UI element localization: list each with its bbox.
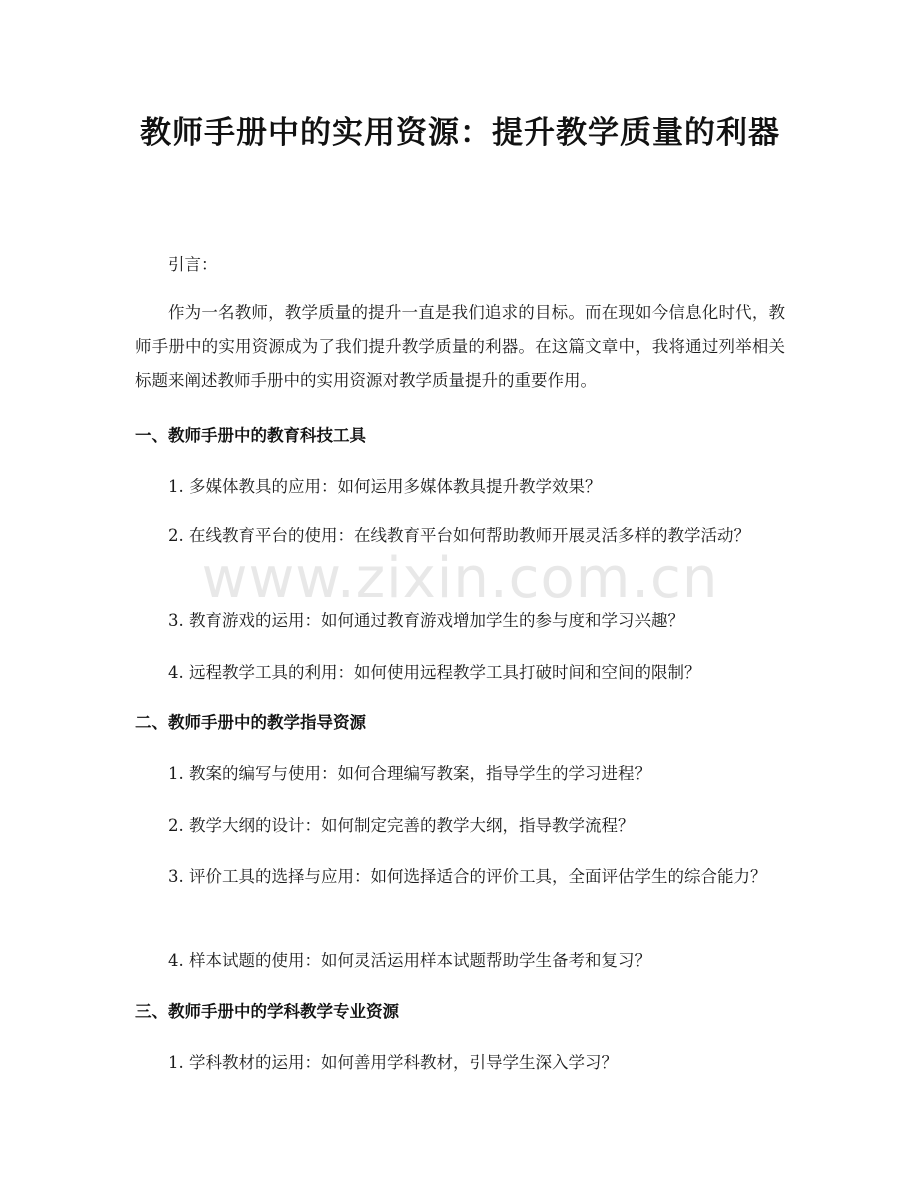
- list-item: 2. 在线教育平台的使用：在线教育平台如何帮助教师开展灵活多样的教学活动？: [168, 526, 750, 545]
- intro-label: 引言：: [168, 255, 218, 274]
- section-heading: 一、教师手册中的教育科技工具: [135, 426, 366, 445]
- list-item: 1. 多媒体教具的应用：如何运用多媒体教具提升教学效果？: [168, 477, 602, 496]
- intro-paragraph: 作为一名教师，教学质量的提升一直是我们追求的目标。而在现如今信息化时代，教师手册中的实用资源成为了我们提升教学质量的利器。在这篇文章中，我将通过列举相关标题来阐述教师手册中的实用资源对教学质量提升的重要作用。: [135, 303, 785, 390]
- section-heading: 二、教师手册中的教学指导资源: [135, 713, 366, 732]
- list-item: 1. 教案的编写与使用：如何合理编写教案，指导学生的学习进程？: [168, 764, 651, 783]
- list-item: 3. 评价工具的选择与应用：如何选择适合的评价工具，全面评估学生的综合能力？: [168, 867, 767, 886]
- list-item: 4. 远程教学工具的利用：如何使用远程教学工具打破时间和空间的限制？: [168, 663, 701, 682]
- list-item: 1. 学科教材的运用：如何善用学科教材，引导学生深入学习？: [168, 1053, 618, 1072]
- watermark: www.zixin.com.cn: [201, 546, 719, 611]
- list-item: 4. 样本试题的使用：如何灵活运用样本试题帮助学生备考和复习？: [168, 951, 651, 970]
- list-item: 2. 教学大纲的设计：如何制定完善的教学大纲，指导教学流程？: [168, 816, 635, 835]
- document-title: 教师手册中的实用资源：提升教学质量的利器: [140, 115, 780, 151]
- section-heading: 三、教师手册中的学科教学专业资源: [135, 1002, 399, 1021]
- list-item: 3. 教育游戏的运用：如何通过教育游戏增加学生的参与度和学习兴趣？: [168, 611, 684, 630]
